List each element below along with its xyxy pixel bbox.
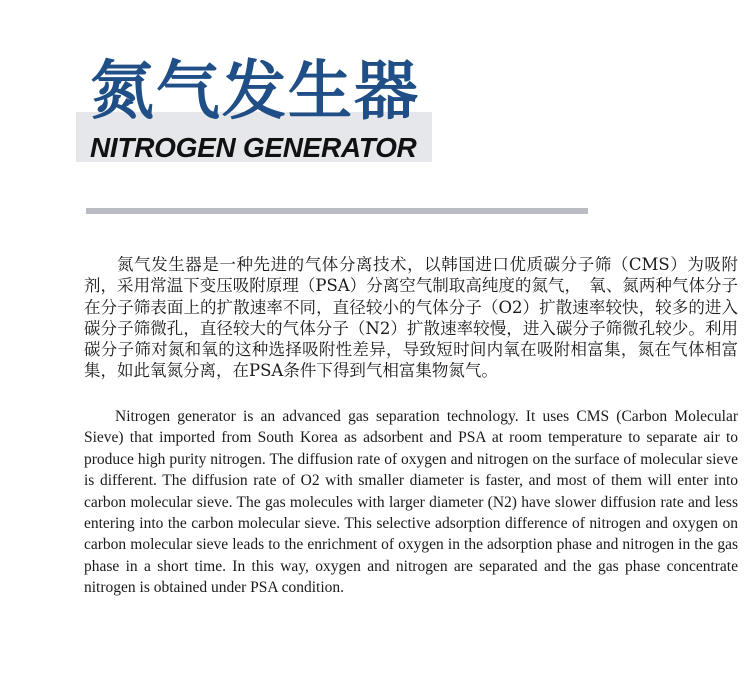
paragraph-english: Nitrogen generator is an advanced gas separation technology. It uses CMS (Carbon Molecular Sieve) that imported from South Korea as adsorbent and PSA at room temperature to separate air to produce high purity nitrogen. The diffusion rate of oxygen and nitrogen on the surface of molecular sieve is different. The diffusion rate of O2 with smaller diameter is faster, and most of them will enter into carbon molecular sieve. The gas molecules with larger diameter (N2) have slower diffusion rate and less entering into the carbon molecular sieve. This selective adsorption difference of nitrogen and oxygen on carbon molecular sieve leads to the enrichment of oxygen in the adsorption phase and nitrogen in the gas phase in a short time. In this way, oxygen and nitrogen are separated and the gas phase concentrate nitrogen is obtained under PSA condition.: [84, 408, 738, 597]
page-title-english: NITROGEN GENERATOR: [90, 132, 417, 163]
section-divider: [86, 208, 588, 214]
paragraph-chinese: 氮气发生器是一种先进的气体分离技术，以韩国进口优质碳分子筛（CMS）为吸附剂，采用常温下变压吸附原理（PSA）分离空气制取高纯度的氮气， 氧、氮两种气体分子在分子筛表面上的扩散速率不同，直径较小的气体分子（O2）扩散速率较快，较多的进入碳分子筛微孔，直径较大的气体分子（N2）扩散速率较慢，进入碳分子筛微孔较少。利用碳分子筛对氮和氧的这种选择吸附性差异，导致短时间内氧在吸附相富集，氮在气体相富集，如此氧氮分离，在PSA条件下得到气相富集物氮气。: [84, 255, 738, 381]
page-title-chinese: 氮气发生器: [90, 54, 420, 129]
